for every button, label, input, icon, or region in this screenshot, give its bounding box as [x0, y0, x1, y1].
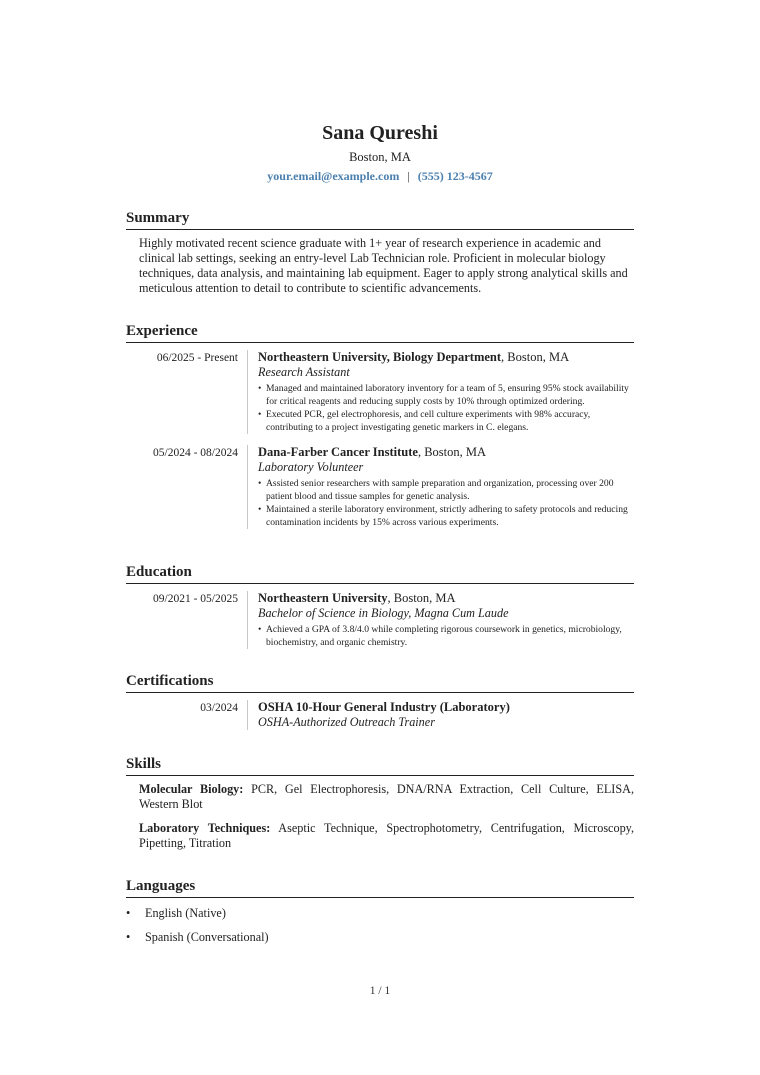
phone-link[interactable]: (555) 123-4567: [417, 169, 493, 183]
entry-org-line: [258, 445, 634, 460]
certification-entry: [126, 700, 634, 730]
entry-role: OSHA-Authorized Outreach Trainer: [258, 715, 435, 729]
bullet-item: • Maintained a sterile laboratory environment, strictly adhering to safety protocols and reducing contamination incidents by 15% across various experiments.: [258, 503, 634, 529]
entry-org: Dana-Farber Cancer Institute: [258, 445, 418, 459]
entry-body: [247, 700, 634, 730]
experience-entry: [126, 350, 634, 434]
entry-org: OSHA 10-Hour General Industry (Laboratory): [258, 700, 510, 714]
entry-role: Research Assistant: [258, 365, 350, 379]
entry-location: , Boston, MA: [501, 350, 570, 364]
entry-bullets: [258, 382, 634, 434]
entry-body: [247, 445, 634, 529]
entry-org-line: [258, 591, 634, 606]
entry-org: Northeastern University: [258, 591, 388, 605]
language-item: • English (Native): [126, 906, 634, 921]
entry-bullets: [258, 477, 634, 529]
bullet-item: • Managed and maintained laboratory inventory for a team of 5, ensuring 95% stock availability for critical reagents and reducing supply costs by 10% through optimized ordering.: [258, 382, 634, 408]
bullet-item: • Achieved a GPA of 3.8/4.0 while completing rigorous coursework in genetics, microbiology, biochemistry, and organic chemistry.: [258, 623, 634, 649]
education-entry: [126, 591, 634, 649]
candidate-location: Boston, MA: [349, 150, 411, 164]
entry-date: 05/2024 - 08/2024: [153, 447, 238, 459]
page-number: 1 / 1: [369, 985, 391, 997]
entry-date: 06/2025 - Present: [156, 352, 238, 364]
certifications-section: [126, 671, 634, 730]
summary-text: Highly motivated recent science graduate with 1+ year of research experience in academic and clinical lab settings, seeking an entry-level Lab Technician role. Proficient in molecular biology techniques, data analysis, and maintaining lab equipment. Eager to apply strong analytical skills and meticulous attention to detail to contribute to scientific advancements.: [139, 236, 628, 295]
skill-line: [139, 782, 634, 812]
entry-date: 09/2021 - 05/2025: [153, 593, 238, 605]
languages-list: [126, 906, 634, 945]
summary-heading: Summary: [126, 208, 634, 230]
entry-body: [247, 591, 634, 649]
languages-section: [126, 876, 634, 954]
education-heading: Education: [126, 562, 634, 584]
entry-org: Northeastern University, Biology Department: [258, 350, 502, 364]
skill-values: Aseptic Technique, Spectrophotometry, Centrifugation, Microscopy, Pipetting, Titration: [139, 821, 635, 850]
skills-heading: Skills: [126, 754, 634, 776]
skill-category: Molecular Biology:: [139, 782, 244, 796]
entry-role: Bachelor of Science in Biology, Magna Cum Laude: [258, 606, 509, 620]
language-item: • Spanish (Conversational): [126, 930, 634, 945]
bullet-item: • Assisted senior researchers with sample preparation and organization, processing over 200 patient blood and tissue samples for genetic analysis.: [258, 477, 634, 503]
languages-heading: Languages: [126, 876, 634, 898]
skill-category: Laboratory Techniques:: [139, 821, 271, 835]
candidate-name: Sana Qureshi: [322, 122, 438, 144]
bullet-item: • Executed PCR, gel electrophoresis, and cell culture experiments with 98% accuracy, contributing to a project investigating genetic markers in C. elegans.: [258, 408, 634, 434]
entry-date: 03/2024: [200, 702, 238, 714]
experience-section: [126, 321, 634, 529]
entry-body: [247, 350, 634, 434]
contact-separator: |: [407, 169, 410, 183]
experience-entry: [126, 445, 634, 529]
experience-heading: Experience: [126, 321, 634, 343]
skill-line: [139, 821, 634, 851]
entry-location: , Boston, MA: [387, 591, 456, 605]
skills-section: [126, 754, 634, 851]
email-link[interactable]: your.email@example.com: [267, 169, 400, 183]
entry-role: Laboratory Volunteer: [258, 460, 364, 474]
contact-line: [0, 168, 760, 184]
summary-section: [126, 208, 634, 296]
resume-header: [0, 121, 760, 184]
certifications-heading: Certifications: [126, 671, 634, 693]
entry-org-line: [258, 350, 634, 365]
entry-bullets: [258, 623, 634, 649]
education-section: [126, 562, 634, 649]
entry-org-line: [258, 700, 634, 715]
entry-location: , Boston, MA: [417, 445, 487, 459]
skill-values: PCR, Gel Electrophoresis, DNA/RNA Extraction, Cell Culture, ELISA, Western Blot: [139, 782, 634, 811]
